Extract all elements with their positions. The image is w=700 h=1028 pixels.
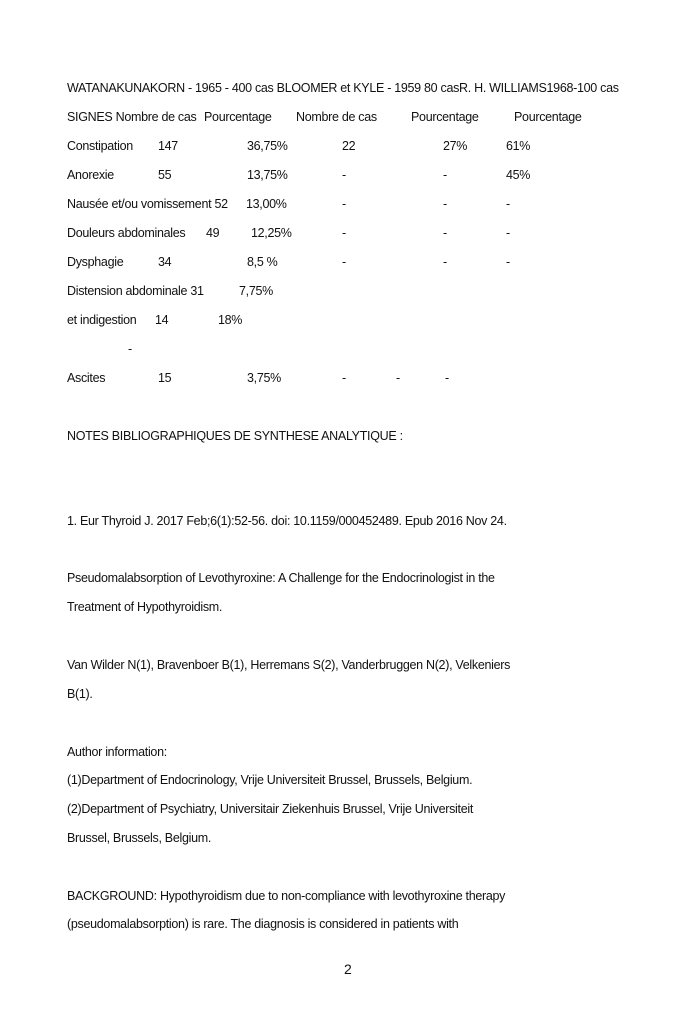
- table-cell-n2: -: [342, 255, 346, 269]
- table-cell-sign: Nausée et/ou vomissement 52: [67, 197, 228, 211]
- table-cell-pct2: -: [443, 197, 447, 211]
- table-cell-pct: 7,75%: [239, 284, 273, 298]
- table-cell-sign: Ascites: [67, 371, 106, 385]
- table-row: [0, 370, 700, 386]
- author-info-label: Author information:: [67, 745, 167, 759]
- table-cell-pct: 36,75%: [247, 139, 288, 153]
- background-line: BACKGROUND: Hypothyroidism due to non-compliance with levothyroxine therapy: [67, 889, 506, 903]
- table-row: [0, 196, 700, 212]
- table-cell-sign: Anorexie: [67, 168, 114, 182]
- header-cell: SIGNES Nombre de cas: [67, 110, 197, 124]
- table-row: [0, 167, 700, 183]
- table-cell-pct: 13,75%: [247, 168, 288, 182]
- table-row: [0, 312, 700, 328]
- header-cell: Pourcentage: [204, 110, 272, 124]
- table-cell-n2: 22: [342, 139, 356, 153]
- affiliation-line: (2)Department of Psychiatry, Universitair Ziekenhuis Brussel, Vrije Universiteit: [67, 802, 473, 816]
- table-cell-n: 55: [158, 168, 172, 182]
- table-cell-sign: Dysphagie: [67, 255, 124, 269]
- page-number: 2: [344, 961, 352, 977]
- table-cell-sign: Constipation: [67, 139, 133, 153]
- table-cell-pct3: 61%: [506, 139, 531, 153]
- table-cell-sign: Douleurs abdominales: [67, 226, 186, 240]
- header-cell: Pourcentage: [411, 110, 479, 124]
- header-cell: Pourcentage: [514, 110, 582, 124]
- table-cell-n2: -: [342, 226, 346, 240]
- notes-heading: NOTES BIBLIOGRAPHIQUES DE SYNTHESE ANALYTIQUE :: [67, 429, 403, 443]
- table-cell-pct2: -: [443, 255, 447, 269]
- background-line: (pseudomalabsorption) is rare. The diagnosis is considered in patients with: [67, 917, 459, 931]
- table-cell-pct: 8,5 %: [247, 255, 278, 269]
- table-cell-pct2: -: [443, 226, 447, 240]
- table-cell-n2: -: [342, 197, 346, 211]
- table-cell-n2: -: [342, 371, 346, 385]
- table-cell-pct3: -: [506, 226, 510, 240]
- table-sources-line: WATANAKUNAKORN - 1965 - 400 cas BLOOMER et KYLE - 1959 80 casR. H. WILLIAMS1968-100 cas: [67, 81, 619, 95]
- table-cell-sign: Distension abdominale 31: [67, 284, 204, 298]
- table-cell-pct3: -: [506, 197, 510, 211]
- table-cell-n: 15: [158, 371, 172, 385]
- table-cell-pct2: -: [443, 168, 447, 182]
- table-cell-pct: 13,00%: [246, 197, 287, 211]
- table-row: [0, 138, 700, 154]
- table-cell-n: 49: [206, 226, 220, 240]
- table-cell-n: 34: [158, 255, 172, 269]
- table-row: [0, 225, 700, 241]
- table-cell-pct2: -: [396, 371, 400, 385]
- table-cell-sign: et indigestion: [67, 313, 137, 327]
- table-cell-n: 147: [158, 139, 178, 153]
- citation: 1. Eur Thyroid J. 2017 Feb;6(1):52-56. doi: 10.1159/000452489. Epub 2016 Nov 24.: [67, 514, 507, 528]
- affiliation-line: Brussel, Brussels, Belgium.: [67, 831, 212, 845]
- table-cell-pct3: 45%: [506, 168, 531, 182]
- table-cell-pct: 3,75%: [247, 371, 281, 385]
- table-cell-pct3: -: [506, 255, 510, 269]
- table-row: [0, 254, 700, 270]
- table-cell-sign: -: [128, 342, 132, 356]
- table-cell-pct: 12,25%: [251, 226, 292, 240]
- article-title-line: Treatment of Hypothyroidism.: [67, 600, 223, 614]
- table-cell-pct3: -: [445, 371, 449, 385]
- authors-line: Van Wilder N(1), Bravenboer B(1), Herremans S(2), Vanderbruggen N(2), Velkeniers: [67, 658, 511, 672]
- table-row: [0, 283, 700, 299]
- table-cell-pct2: 27%: [443, 139, 468, 153]
- table-cell-pct: 18%: [218, 313, 243, 327]
- table-row: [0, 341, 700, 357]
- affiliation-line: (1)Department of Endocrinology, Vrije Universiteit Brussel, Brussels, Belgium.: [67, 773, 473, 787]
- header-cell: Nombre de cas: [296, 110, 377, 124]
- table-cell-n: 14: [155, 313, 169, 327]
- table-header-row: [0, 109, 700, 125]
- table-cell-n2: -: [342, 168, 346, 182]
- article-title-line: Pseudomalabsorption of Levothyroxine: A Challenge for the Endocrinologist in the: [67, 571, 495, 585]
- authors-line: B(1).: [67, 687, 93, 701]
